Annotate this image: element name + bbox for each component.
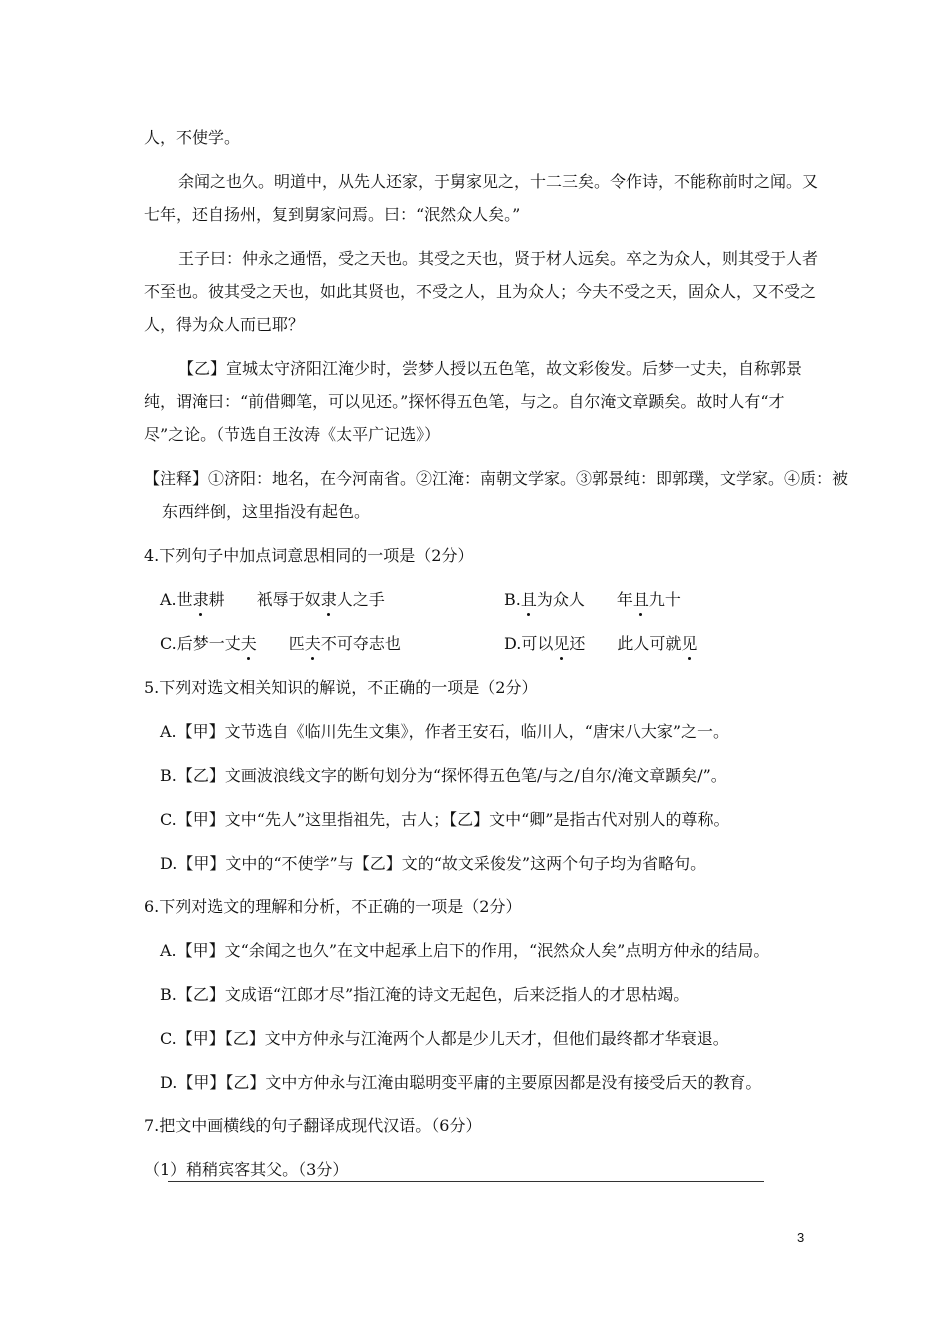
dotted-character: 见: [553, 634, 570, 653]
passage-jia-line: 人，得为众人而已耶？: [144, 315, 305, 334]
dotted-character: 隶: [192, 590, 209, 609]
option-a: A.【甲】文节选自《临川先生文集》，作者王安石，临川人，“唐宋八大家”之一。: [160, 722, 730, 741]
option-text: 不可夺志也: [320, 634, 401, 653]
option-c: C.【甲】【乙】文中方仲永与江淹两个人都是少儿天才，但他们最终都才华衰退。: [160, 1029, 729, 1048]
passage-yi-line: 【乙】宣城太守济阳江淹少时，尝梦人授以五色笔，故文彩俊发。后梦一丈夫，自称郭景: [178, 359, 803, 378]
question-stem: 7.把文中画横线的句子翻译成现代汉语。（6分）: [144, 1116, 482, 1135]
passage-jia-line: 余闻之也久。明道中，从先人还家，于舅家见之，十二三矣。令作诗，不能称前时之闻。又: [178, 172, 819, 191]
annotation-line: 【注释】①济阳：地名，在今河南省。②江淹：南朝文学家。③郭景纯：即郭璞，文学家。④质：被: [144, 469, 849, 488]
option-a: A.【甲】文“余闻之也久”在文中起承上启下的作用，“泯然众人矣”点明方仲永的结局。: [160, 941, 770, 960]
option-text: 匹: [256, 634, 305, 653]
passage-jia-line: 七年，还自扬州，复到舅家问焉。曰：“泯然众人矣。”: [144, 205, 521, 224]
dotted-character: 夫: [304, 634, 321, 653]
page-number: 3: [797, 1230, 805, 1245]
option-c: [160, 633, 401, 655]
dotted-character: 隶: [320, 590, 337, 609]
passage-yi-line: 尽”之论。（节选自王汝涛《太平广记选》）: [144, 425, 441, 444]
dotted-character: 见: [681, 634, 698, 653]
dotted-character: 且: [520, 590, 537, 609]
option-text: 耕 衹辱于奴: [208, 590, 321, 609]
dotted-character: 夫: [240, 634, 257, 653]
dotted-character: 且: [632, 590, 649, 609]
option-d: D.【甲】文中的“不使学”与【乙】文的“故文采俊发”这两个句子均为省略句。: [160, 854, 707, 873]
option-b: B.【乙】文画波浪线文字的断句划分为“探怀得五色笔/与之/自尔/淹文章踬矣/”。: [160, 766, 727, 785]
question-stem: 4.下列句子中加点词意思相同的一项是（2分）: [144, 546, 474, 565]
passage-jia-line: 王子曰：仲永之通悟，受之天也。其受之天也，贤于材人远矣。卒之为众人，则其受于人者: [178, 249, 819, 268]
passage-yi-line: 纯，谓淹曰：“前借卿笔，可以见还。”探怀得五色笔，与之。自尔淹文章踬矣。故时人有“才: [144, 392, 785, 411]
option-b: [504, 589, 681, 611]
option-text: 九十: [648, 590, 681, 609]
option-c: C.【甲】文中“先人”这里指祖先，古人；【乙】文中“卿”是指古代对别人的尊称。: [160, 810, 730, 829]
option-text: 人之手: [336, 590, 385, 609]
option-d: [504, 633, 697, 655]
option-text: 为众人 年: [536, 590, 633, 609]
option-text: A.世: [160, 590, 193, 609]
option-text: 还 此人可就: [569, 634, 682, 653]
option-b: B.【乙】文成语“江郎才尽”指江淹的诗文无起色，后来泛指人的才思枯竭。: [160, 985, 690, 1004]
sub-question: （1）稍稍宾客其父。（3分）: [144, 1160, 349, 1179]
passage-jia-line: 人，不使学。: [144, 128, 241, 147]
question-stem: 5.下列对选文相关知识的解说，不正确的一项是（2分）: [144, 678, 538, 697]
passage-jia-line: 不至也。彼其受之天也，如此其贤也，不受之人，且为众人；今夫不受之天，固众人，又不受之: [144, 282, 817, 301]
answer-blank-line: [168, 1181, 764, 1182]
option-text: C.后梦一丈: [160, 634, 241, 653]
question-stem: 6.下列对选文的理解和分析，不正确的一项是（2分）: [144, 897, 522, 916]
option-text: D.可以: [504, 634, 554, 653]
annotation-line: 东西绊倒，这里指没有起色。: [162, 502, 371, 521]
option-a: [160, 589, 385, 611]
option-d: D.【甲】【乙】文中方仲永与江淹由聪明变平庸的主要原因都是没有接受后天的教育。: [160, 1073, 762, 1092]
option-text: B.: [504, 590, 521, 609]
